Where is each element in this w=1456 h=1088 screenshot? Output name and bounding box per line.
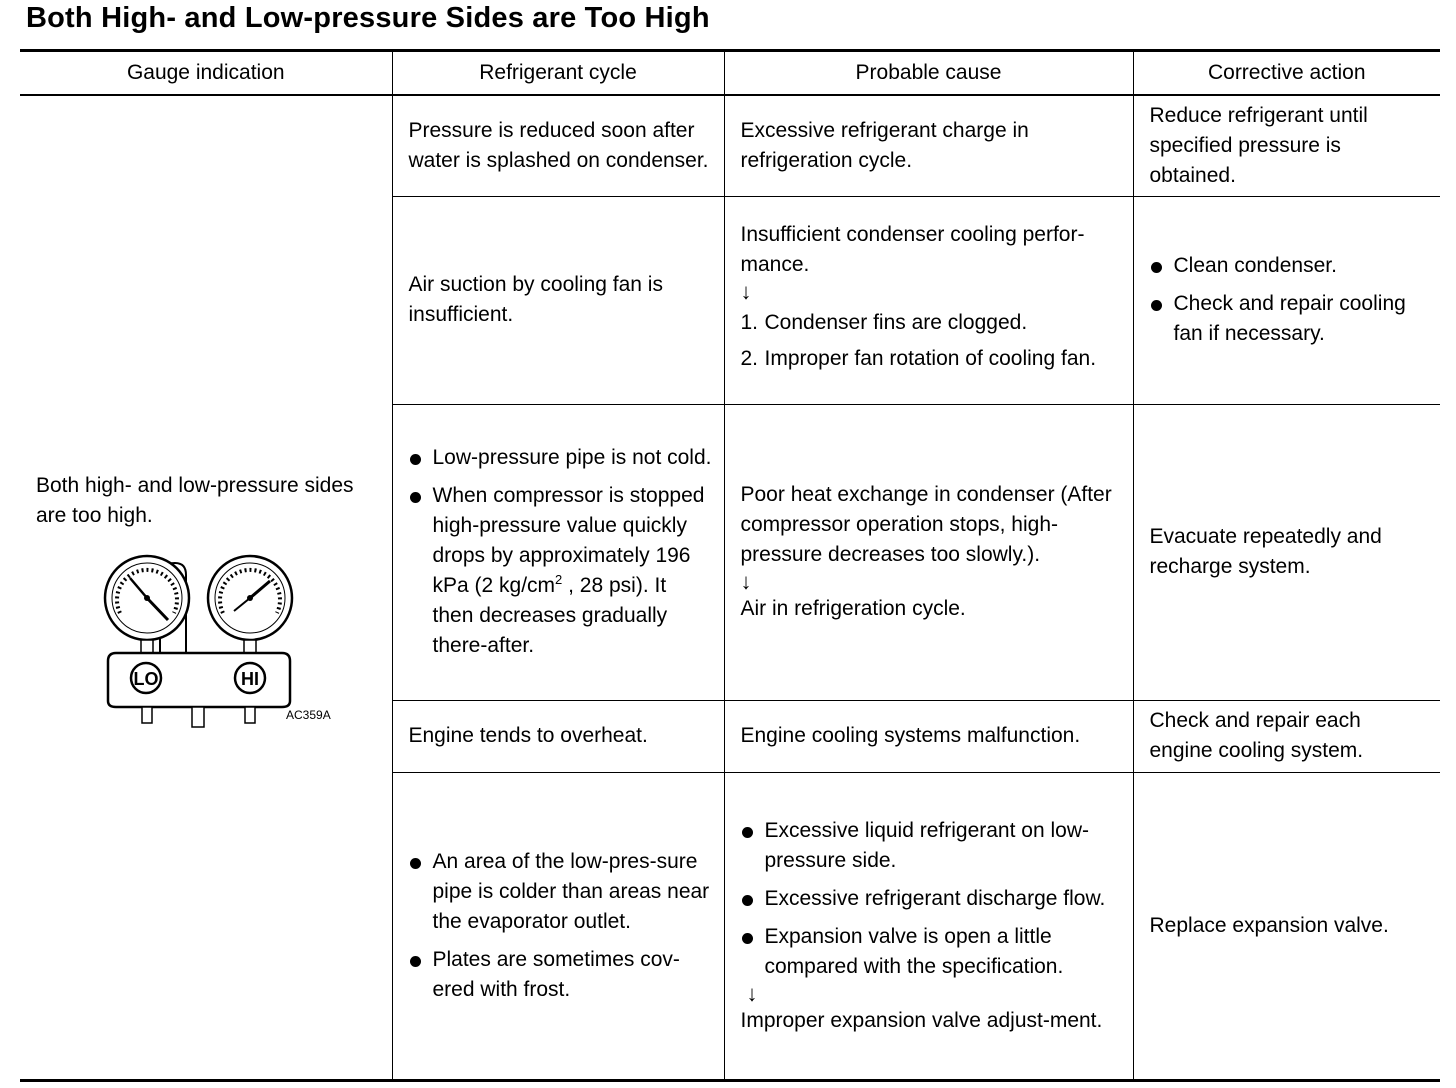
row1-probable-cause: Excessive refrigerant charge in refrigeration cycle. xyxy=(724,95,1133,196)
row3-refrigerant-cycle xyxy=(392,404,724,700)
page-title: Both High- and Low-pressure Sides are Too High xyxy=(26,2,710,34)
list-item: Check and repair cooling fan if necessary. xyxy=(1150,289,1429,349)
row5-cycle-list xyxy=(409,847,712,1005)
row5-cause-result: Improper expansion valve adjust-ment. xyxy=(740,1009,1103,1033)
row4-corrective-action: Check and repair each engine cooling system. xyxy=(1133,700,1440,772)
header-refrigerant-cycle: Refrigerant cycle xyxy=(392,52,724,95)
down-arrow-icon: ↓ xyxy=(740,569,752,594)
row3-cycle-list xyxy=(409,443,712,661)
row1-refrigerant-cycle: Pressure is reduced soon after water is splashed on condenser. xyxy=(392,95,724,196)
list-item: Low-pressure pipe is not cold. xyxy=(409,443,712,473)
row4-refrigerant-cycle: Engine tends to overheat. xyxy=(392,700,724,772)
row5-probable-cause xyxy=(724,772,1133,1080)
row5-cause-list xyxy=(741,816,1121,982)
row3-probable-cause xyxy=(724,404,1133,700)
row2-corrective-action xyxy=(1133,196,1440,404)
row2-action-list xyxy=(1150,251,1429,349)
hi-label: HI xyxy=(241,668,259,689)
gauge-indication-text: Both high- and low-pressure sides are too high. xyxy=(36,473,354,527)
header-gauge-indication: Gauge indication xyxy=(20,52,392,95)
list-item: Plates are sometimes cov-ered with frost. xyxy=(409,945,712,1005)
gauge-indication-cell xyxy=(20,95,392,1080)
row2-cause-list xyxy=(741,308,1121,374)
list-item: An area of the low-pres-sure pipe is colder than areas near the evaporator outlet. xyxy=(409,847,712,937)
manifold-body xyxy=(108,653,290,727)
header-corrective-action: Corrective action xyxy=(1133,52,1440,95)
table-header-row xyxy=(20,52,1440,95)
down-arrow-icon: ↓ xyxy=(746,981,758,1007)
list-item: 1. Condenser fins are clogged. xyxy=(740,311,1028,334)
list-item: Clean condenser. xyxy=(1150,251,1429,281)
row5-refrigerant-cycle xyxy=(392,772,724,1080)
row3-corrective-action: Evacuate repeatedly and recharge system. xyxy=(1133,404,1440,700)
row1-corrective-action: Reduce refrigerant until specified pressure is obtained. xyxy=(1133,95,1440,196)
list-item: Excessive liquid refrigerant on low-pressure side. xyxy=(741,816,1121,876)
list-item: When compressor is stopped high-pressure value quickly drops by approximately 196 kPa (2 $kg/cm^2$ , 28 psi). It then decreases gradually there-after. xyxy=(409,481,712,661)
bottom-rule xyxy=(20,1079,1440,1082)
row3-cause-intro: Poor heat exchange in condenser (After compressor operation stops, high-pressure decreases too slowly.). xyxy=(740,483,1112,566)
row3-cause-result: Air in refrigeration cycle. xyxy=(740,597,966,620)
row4-probable-cause: Engine cooling systems malfunction. xyxy=(724,700,1133,772)
header-probable-cause: Probable cause xyxy=(724,52,1133,95)
lo-label: LO xyxy=(133,668,159,689)
down-arrow-icon: ↓ xyxy=(740,279,752,304)
row2-refrigerant-cycle: Air suction by cooling fan is insufficient. xyxy=(392,196,724,404)
list-item: 2. Improper fan rotation of cooling fan. xyxy=(740,347,1097,370)
gauge-manifold-figure xyxy=(20,541,360,746)
list-item: Excessive refrigerant discharge flow. xyxy=(741,884,1121,914)
list-item: Expansion valve is open a little compared with the specification. xyxy=(741,922,1121,982)
figure-code: AC359A xyxy=(286,707,331,722)
row2-cause-intro: Insufficient condenser cooling perfor-mance. xyxy=(740,223,1085,276)
low-pressure-gauge-icon xyxy=(105,556,189,653)
troubleshooting-table xyxy=(20,52,1440,1080)
table-row xyxy=(20,95,1440,196)
row2-probable-cause xyxy=(724,196,1133,404)
high-pressure-gauge-icon xyxy=(208,556,292,653)
row5-corrective-action: Replace expansion valve. xyxy=(1149,914,1389,938)
